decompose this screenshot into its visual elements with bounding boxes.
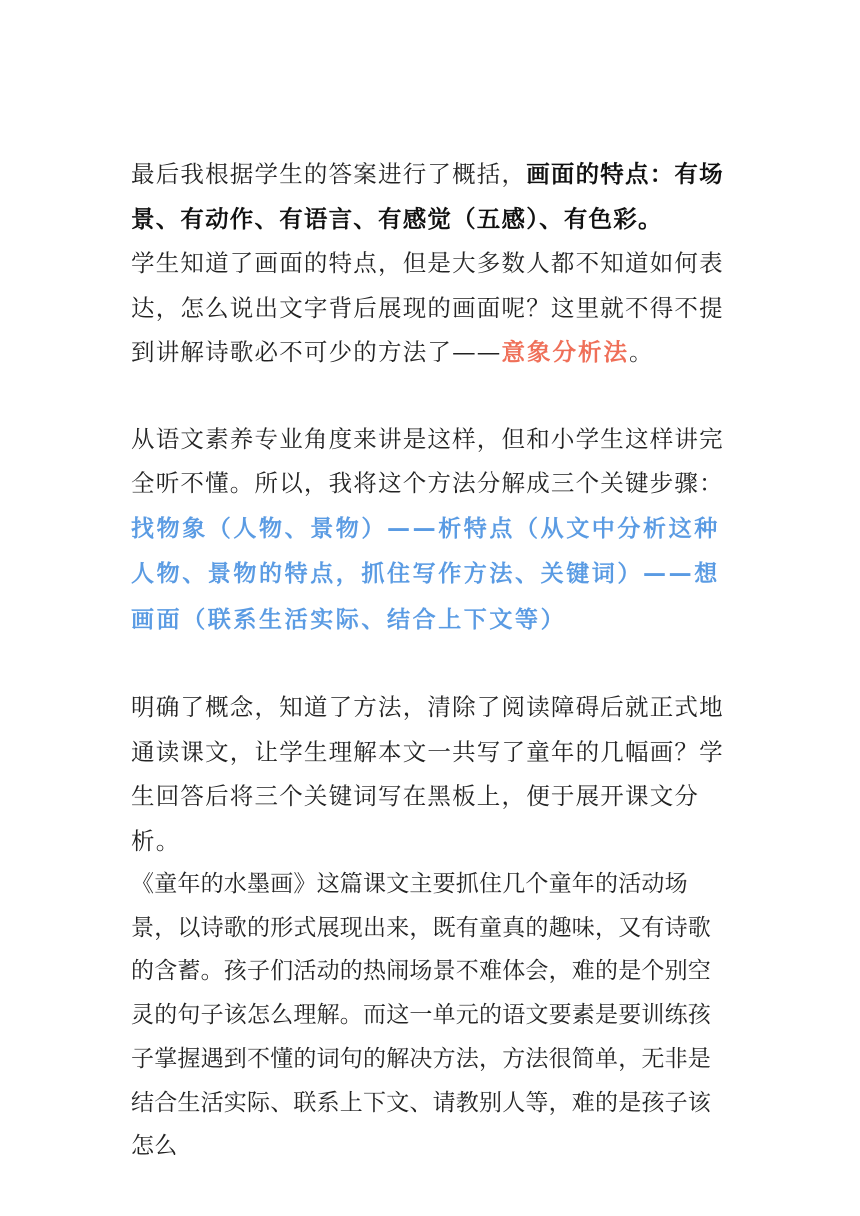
method-end: 。: [629, 338, 654, 366]
paragraph-method: [131, 241, 731, 375]
summary-intro: 最后我根据学生的答案进行了概括，: [131, 160, 527, 188]
paragraph-spacer: [131, 375, 731, 417]
paragraph-reading: [131, 685, 731, 863]
method-highlight: 意象分析法: [501, 338, 629, 366]
analysis-text: 《童年的水墨画》这篇课文主要抓住几个童年的活动场景，以诗歌的形式展现出来，既有童真的趣味，又有诗歌的含蓄。孩子们活动的热闹场景不难体会，难的是个别空灵的句子该怎么理解。而这一单元的语文要素是要训练孩子掌握遇到不懂的词句的解决方法，方法很简单，无非是结合生活实际、联系上下文、请教别人等，难的是孩子该怎么: [131, 871, 711, 1160]
reading-text: 明确了概念，知道了方法，清除了阅读障碍后就正式地通读课文，让学生理解本文一共写了童年的几幅画？学生回答后将三个关键词写在黑板上，便于展开课文分析。: [131, 693, 724, 855]
steps-highlight: 找物象（人物、景物）——析特点（从文中分析这种人物、景物的特点，抓住写作方法、关键词）——想画面（联系生活实际、结合上下文等）: [131, 515, 720, 633]
paragraph-steps: [131, 417, 731, 643]
paragraph-summary: [131, 152, 731, 241]
document-page: [131, 152, 731, 1169]
summary-bold: 画面的特点：有场景、有动作、有语言、有感觉（五感）、有色彩。: [131, 160, 724, 233]
paragraph-spacer: [131, 642, 731, 685]
steps-intro: 从语文素养专业角度来讲是这样，但和小学生这样讲完全听不懂。所以，我将这个方法分解成三个关键步骤：: [131, 424, 724, 497]
paragraph-analysis: [131, 863, 731, 1169]
method-text: 学生知道了画面的特点，但是大多数人都不知道如何表达，怎么说出文字背后展现的画面呢？这里就不得不提到讲解诗歌必不可少的方法了——: [131, 249, 724, 366]
